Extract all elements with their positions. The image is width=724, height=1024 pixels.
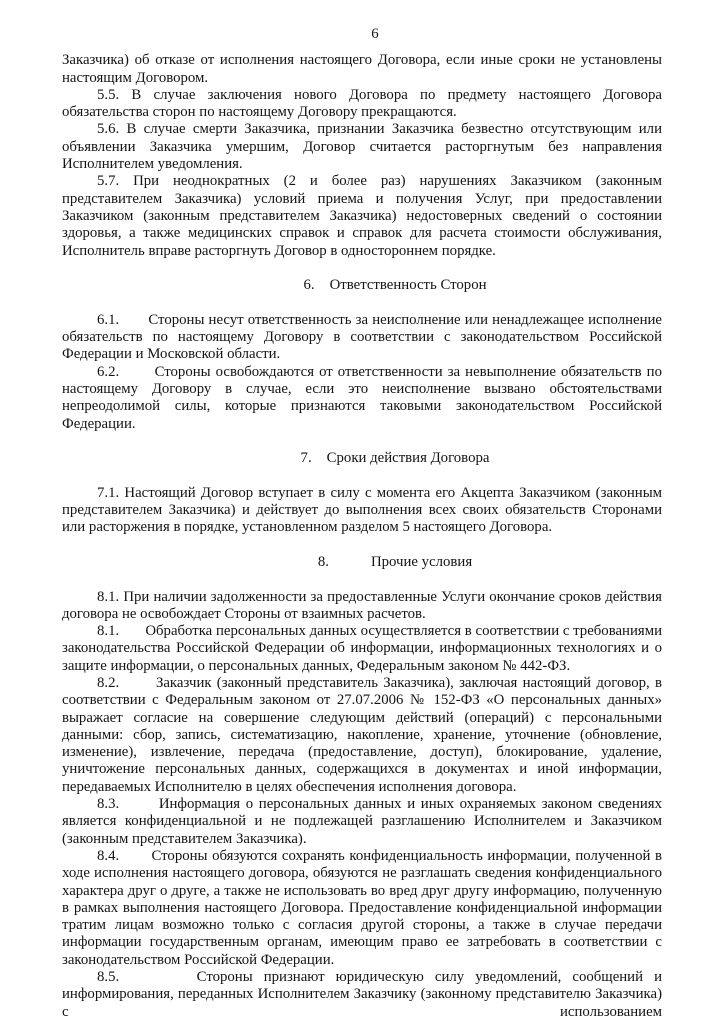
- section-6-title: Ответственность Сторон: [329, 277, 487, 294]
- clause-8-3: 8.3. Информация о персональных данных и иных охраняемых законом сведениях является конфиденциальной и не подлежащей разглашению Исполнителем и Заказчиком (законным представителем Заказчика).: [62, 796, 662, 847]
- page-number: 6: [371, 26, 379, 42]
- clause-8-1a: 8.1. При наличии задолженности за предоставленные Услуги окончание сроков действия договора не освобождает Стороны от взаимных расчетов.: [62, 588, 662, 622]
- clause-7-1: 7.1. Настоящий Договор вступает в силу с момента его Акцепта Заказчиком (законным представителем Заказчика) и действует до выполнения всех своих обязательств Сторонами или расторжения в порядке, установленном разделом 5 настоящего Договора.: [62, 484, 662, 536]
- clause-8-1b: 8.1. Обработка персональных данных осуществляется в соответствии с требованиями законодательства Российской Федерации об информации, информационных технологиях и о защите информации, о персональных данных, Федеральным законом № 442-ФЗ.: [62, 623, 662, 674]
- clause-8-4: 8.4. Стороны обязуются сохранять конфиденциальность информации, полученной в ходе исполнения настоящего договора, обязуются не разглашать сведения конфиденциального характера друг о друге, а также не использовать во вред друг другу информацию, полученную в рамках выполнения настоящего Договора. Предоставление конфиденциальной информации тратим лицам возможно только с согласия другой стороны, а также в случае передачи информации государственным органам, имеющим право ее затребовать в соответствии с законодательством Российской Федерации.: [62, 847, 662, 968]
- paragraph-continuation: Заказчика) об отказе от исполнения настоящего Договора, если иные сроки не установлены настоящим Договором.: [62, 52, 662, 86]
- section-heading-8: [95, 554, 695, 571]
- section-8-title: Прочие условия: [370, 553, 473, 570]
- section-heading-7: [95, 450, 695, 467]
- section-7-title: Сроки действия Договора: [326, 450, 490, 467]
- section-heading-6: [95, 277, 695, 294]
- clause-5-5: 5.5. В случае заключения нового Договора по предмету настоящего Договора обязательства сторон по настоящему Договору прекращаются.: [62, 86, 662, 121]
- clause-6-1: 6.1. Стороны несут ответственность за неисполнение или ненадлежащее исполнение обязательств по настоящему Договору в соответствии с законодательством Российской Федерации и Московской области.: [62, 311, 662, 363]
- clause-6-2: 6.2. Стороны освобождаются от ответственности за невыполнение обязательств по настоящему Договору в случае, если это неисполнение вызвано обстоятельствами непреодолимой силы, которые признаются таковыми законодательством Российской Федерации.: [62, 363, 662, 432]
- section-6-number: 6.: [303, 277, 315, 294]
- clause-5-6: 5.6. В случае смерти Заказчика, признании Заказчика безвестно отсутствующим или объявлении Заказчика умершим, Договор считается расторгнутым без направления Исполнителем уведомления.: [62, 121, 662, 173]
- section-7-number: 7.: [300, 450, 312, 467]
- section-8-number: 8.: [317, 553, 329, 570]
- clause-8-5: 8.5. Стороны признают юридическую силу уведомлений, сообщений и информирования, переданных Исполнителем Заказчику (законному представителю Заказчика) с использованием: [62, 969, 662, 1020]
- clause-8-2: 8.2. Заказчик (законный представитель Заказчика), заключая настоящий договор, в соответствии с Федеральным законом от 27.07.2006 № 152-ФЗ «О персональных данных» выражает согласие на совершение следующим действий (операций) с персональными данными: сбор, запись, систематизацию, накопление, хранение, уточнение (обновление, изменение), извлечение, передача (предоставление, доступ), блокирование, удаление, уничтожение персональных данных, содержащихся в документах и иной информации, передаваемых Исполнителю в целях обеспечения исполнения договора.: [62, 674, 662, 795]
- clause-5-7: 5.7. При неоднократных (2 и более раз) нарушениях Заказчиком (законным представителем Заказчика) условий приема и получения Услуг, при предоставлении Заказчиком (законным представителем Заказчика) недостоверных сведений о состоянии здоровья, а также медицинских справок и справок для расчета стоимости обслуживания, Исполнитель вправе расторгнуть Договор в одностороннем порядке.: [62, 173, 662, 259]
